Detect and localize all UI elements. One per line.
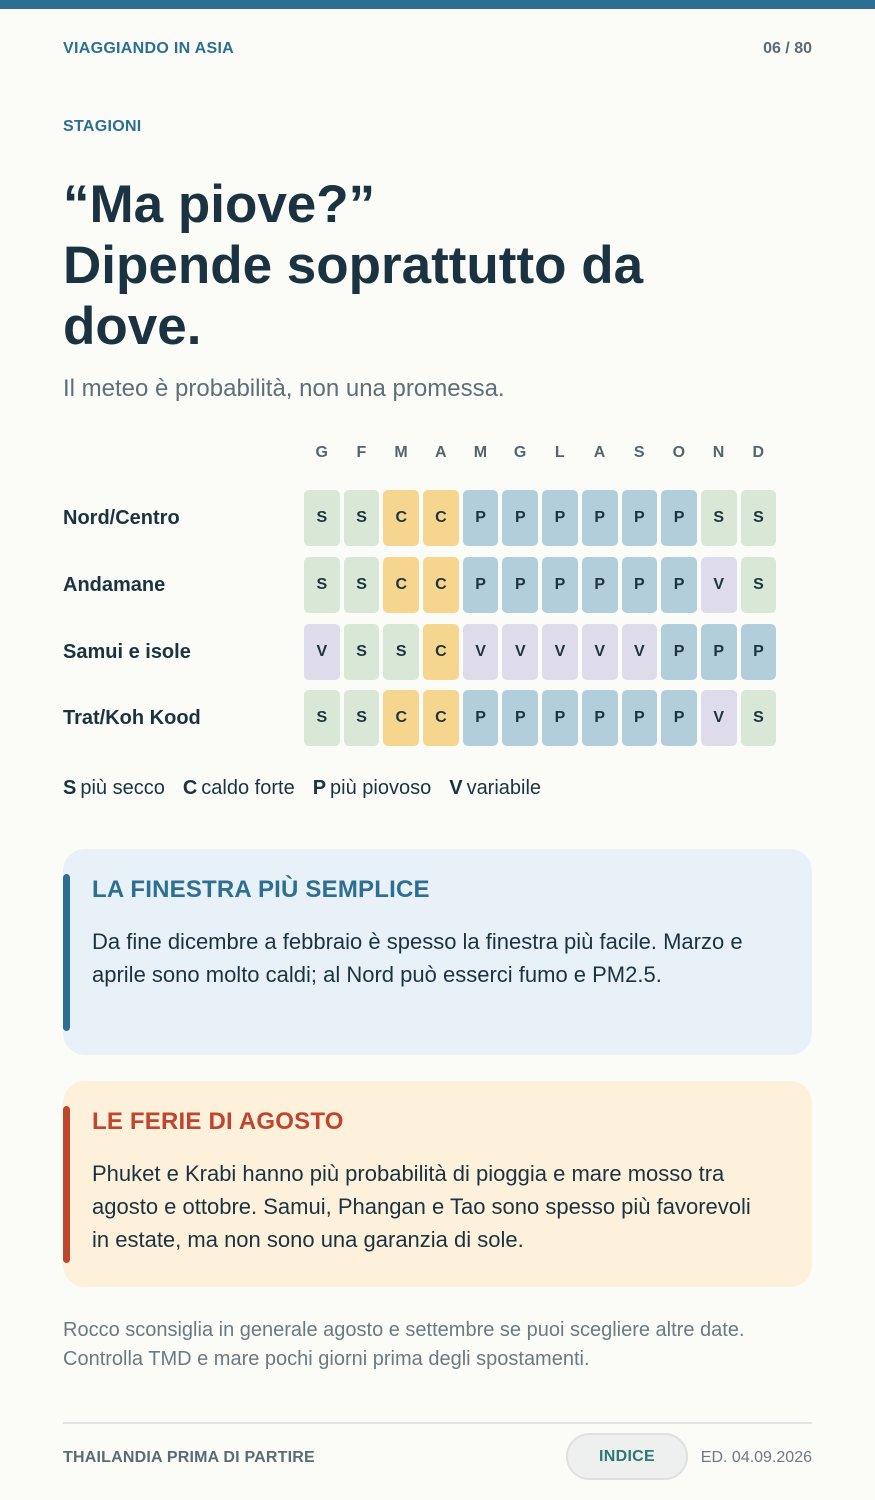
region-name: Trat/Koh Kood <box>63 707 201 729</box>
season-cell: P <box>463 490 499 546</box>
season-cell: S <box>304 690 340 746</box>
season-cell: V <box>622 624 658 680</box>
season-cell: V <box>542 624 578 680</box>
month-label: G <box>315 444 329 461</box>
season-cell: P <box>582 690 618 746</box>
legend-item <box>183 777 295 800</box>
season-cell: P <box>542 557 578 613</box>
month-cells <box>304 690 776 746</box>
season-cell: V <box>582 624 618 680</box>
season-cell: P <box>582 557 618 613</box>
season-cell: P <box>661 557 697 613</box>
season-cell: P <box>463 557 499 613</box>
season-cell: V <box>701 690 737 746</box>
legend-label: più piovoso <box>330 777 432 799</box>
season-cell: S <box>344 490 380 546</box>
season-cell: C <box>383 690 419 746</box>
card-accent-bar <box>63 1106 70 1263</box>
index-button[interactable]: INDICE <box>566 1433 688 1480</box>
season-cell: C <box>423 624 459 680</box>
season-cell: P <box>502 490 538 546</box>
season-cell: P <box>661 624 697 680</box>
legend-code: C <box>182 777 198 799</box>
season-cell: P <box>622 557 658 613</box>
season-cell: V <box>463 624 499 680</box>
season-cell: P <box>661 690 697 746</box>
season-cell: C <box>423 557 459 613</box>
month-label: G <box>513 444 527 461</box>
month-label: D <box>752 444 765 461</box>
month-header-row <box>304 444 776 462</box>
title-line-2: Dipende soprattutto da <box>63 236 644 295</box>
season-cell: P <box>542 490 578 546</box>
season-cell: C <box>423 690 459 746</box>
page-number: 06 / 80 <box>763 40 812 57</box>
season-cell: S <box>344 557 380 613</box>
month-label: M <box>473 444 488 461</box>
season-cell: V <box>701 557 737 613</box>
season-cell: S <box>344 690 380 746</box>
season-cell: P <box>622 490 658 546</box>
region-name: Nord/Centro <box>63 507 180 529</box>
advice-note: Rocco sconsiglia in generale agosto e settembre se puoi scegliere altre date. Controlla TMD e mare pochi giorni prima degli spostamenti. <box>63 1319 745 1370</box>
legend-item <box>63 777 165 800</box>
month-label: S <box>633 444 645 461</box>
month-label: N <box>712 444 725 461</box>
season-cell: S <box>701 490 737 546</box>
legend-code: V <box>449 777 463 799</box>
edition-date: ED. 04.09.2026 <box>700 1449 812 1466</box>
legend-label: più secco <box>80 777 165 799</box>
season-cell: S <box>383 624 419 680</box>
region-name: Samui e isole <box>63 641 191 663</box>
season-cell: P <box>582 490 618 546</box>
page-title <box>63 174 823 357</box>
card-text: Da fine dicembre a febbraio è spesso la finestra più facile. Marzo e aprile sono molto caldi; al Nord può esserci fumo e PM2.5. <box>92 929 743 987</box>
card-title: LE FERIE DI AGOSTO <box>92 1108 344 1135</box>
footer-guide-title: THAILANDIA PRIMA DI PARTIRE <box>63 1449 315 1466</box>
top-accent-bar <box>0 0 875 9</box>
season-cell: P <box>542 690 578 746</box>
legend-item <box>313 777 432 800</box>
season-cell: C <box>383 557 419 613</box>
publication-title: VIAGGIANDO IN ASIA <box>63 40 235 57</box>
season-cell: S <box>344 624 380 680</box>
month-label: M <box>394 444 409 461</box>
month-cells <box>304 490 776 546</box>
month-label: A <box>593 444 606 461</box>
title-line-1: “Ma piove?” <box>63 175 376 234</box>
season-cell: S <box>741 690 777 746</box>
legend-code: P <box>312 777 327 799</box>
month-label: A <box>434 444 447 461</box>
region-row <box>63 557 783 613</box>
section-label: STAGIONI <box>63 118 142 135</box>
season-cell: C <box>423 490 459 546</box>
month-cells <box>304 624 776 680</box>
region-row <box>63 624 783 680</box>
season-cell: S <box>741 557 777 613</box>
page-header <box>63 40 812 58</box>
month-cells <box>304 557 776 613</box>
legend-label: variabile <box>466 777 542 799</box>
card-accent-bar <box>63 874 70 1031</box>
region-name: Andamane <box>63 574 166 596</box>
legend-code: S <box>63 777 77 799</box>
card-text: Phuket e Krabi hanno più probabilità di pioggia e mare mosso tra agosto e ottobre. Samui, Phangan e Tao sono spesso più favorevoli in estate, ma non sono una garanzia di sole. <box>92 1161 751 1252</box>
season-cell: S <box>741 490 777 546</box>
month-label: F <box>356 444 367 461</box>
season-cell: S <box>304 557 340 613</box>
season-cell: P <box>463 690 499 746</box>
season-cell: P <box>741 624 777 680</box>
legend-label: caldo forte <box>201 777 295 799</box>
season-cell: P <box>622 690 658 746</box>
warning-card-august <box>63 1081 812 1287</box>
month-label: O <box>672 444 686 461</box>
season-cell: C <box>383 490 419 546</box>
season-cell: P <box>502 557 538 613</box>
tip-card-best-window <box>63 849 812 1055</box>
season-cell: V <box>502 624 538 680</box>
season-cell: S <box>304 490 340 546</box>
legend-item <box>449 777 541 800</box>
card-title: LA FINESTRA PIÙ SEMPLICE <box>92 876 430 903</box>
legend <box>63 777 541 800</box>
season-cell: P <box>661 490 697 546</box>
season-cell: P <box>701 624 737 680</box>
title-line-3: dove. <box>63 297 202 356</box>
page-subtitle: Il meteo è probabilità, non una promessa. <box>63 375 505 402</box>
month-label: L <box>554 444 565 461</box>
region-row <box>63 490 783 546</box>
region-row <box>63 690 783 746</box>
footer-divider <box>63 1422 812 1424</box>
season-cell: P <box>502 690 538 746</box>
season-cell: V <box>304 624 340 680</box>
